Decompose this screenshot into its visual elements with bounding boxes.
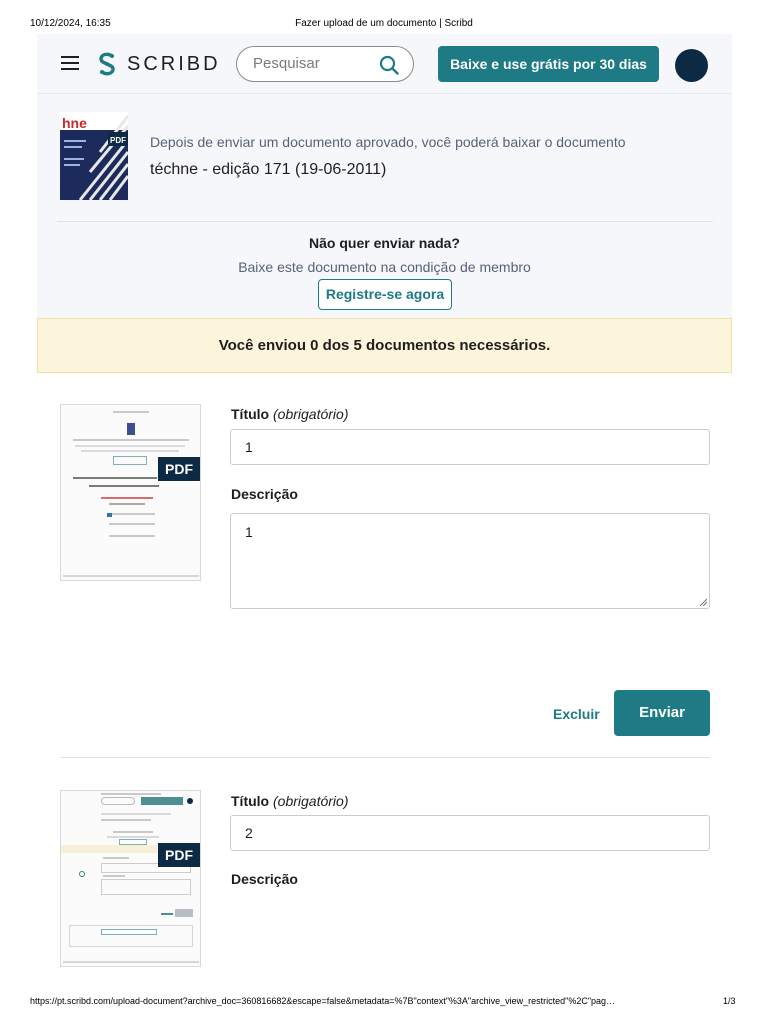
logo-text: SCRIBD: [127, 52, 221, 75]
divider: [57, 221, 713, 222]
register-button[interactable]: Registre-se agora: [318, 279, 452, 310]
search-box[interactable]: [236, 46, 414, 82]
print-page-title: Fazer upload de um documento | Scribd: [295, 18, 473, 29]
title-input[interactable]: [230, 429, 710, 465]
document-pdf-badge: PDF: [110, 136, 126, 145]
description-textarea[interactable]: [230, 513, 710, 609]
no-upload-heading: Não quer enviar nada?: [309, 235, 460, 251]
divider: [60, 757, 710, 758]
upload-pdf-badge: PDF: [158, 843, 200, 867]
print-datetime: 10/12/2024, 16:35: [30, 18, 111, 29]
user-avatar[interactable]: [675, 49, 708, 82]
upload-thumbnail: [60, 404, 201, 581]
document-thumbnail: [60, 112, 128, 200]
document-name: téchne - edição 171 (19-06-2011): [150, 161, 387, 178]
thumb-brand: hne: [62, 115, 87, 131]
title-field-label: Título (obrigatório): [231, 793, 349, 809]
title-field-label: Título (obrigatório): [231, 406, 349, 422]
description-value: 1: [245, 524, 253, 540]
scribd-logo[interactable]: [97, 52, 221, 76]
description-field-label: Descrição: [231, 486, 298, 502]
delete-button[interactable]: Excluir: [553, 706, 600, 722]
submit-button[interactable]: Enviar: [614, 690, 710, 736]
search-input[interactable]: [253, 55, 373, 72]
print-page-count: 1/3: [723, 996, 736, 1006]
download-info-message: Depois de enviar um documento aprovado, você poderá baixar o documento: [150, 134, 626, 150]
print-url: https://pt.scribd.com/upload-document?archive_doc=360816682&escape=false&metadata=%7B"context"%3A"archive_view_restricted"%2C"pag…: [30, 996, 616, 1006]
membership-message: Baixe este documento na condição de membro: [238, 259, 531, 275]
resize-handle-icon[interactable]: [699, 598, 707, 606]
menu-icon[interactable]: [61, 56, 79, 70]
upload-progress-notice: Você enviou 0 dos 5 documentos necessários.: [37, 318, 732, 373]
top-navigation-bar: [37, 34, 732, 94]
search-icon[interactable]: [379, 55, 399, 75]
print-header: [0, 0, 768, 34]
title-input[interactable]: [230, 815, 710, 851]
scribd-logo-icon: [97, 52, 117, 76]
upload-pdf-badge: PDF: [158, 457, 200, 481]
document-panel: [37, 94, 732, 318]
upload-thumbnail: [60, 790, 201, 967]
description-field-label: Descrição: [231, 871, 298, 887]
free-trial-button[interactable]: Baixe e use grátis por 30 dias: [438, 46, 659, 82]
